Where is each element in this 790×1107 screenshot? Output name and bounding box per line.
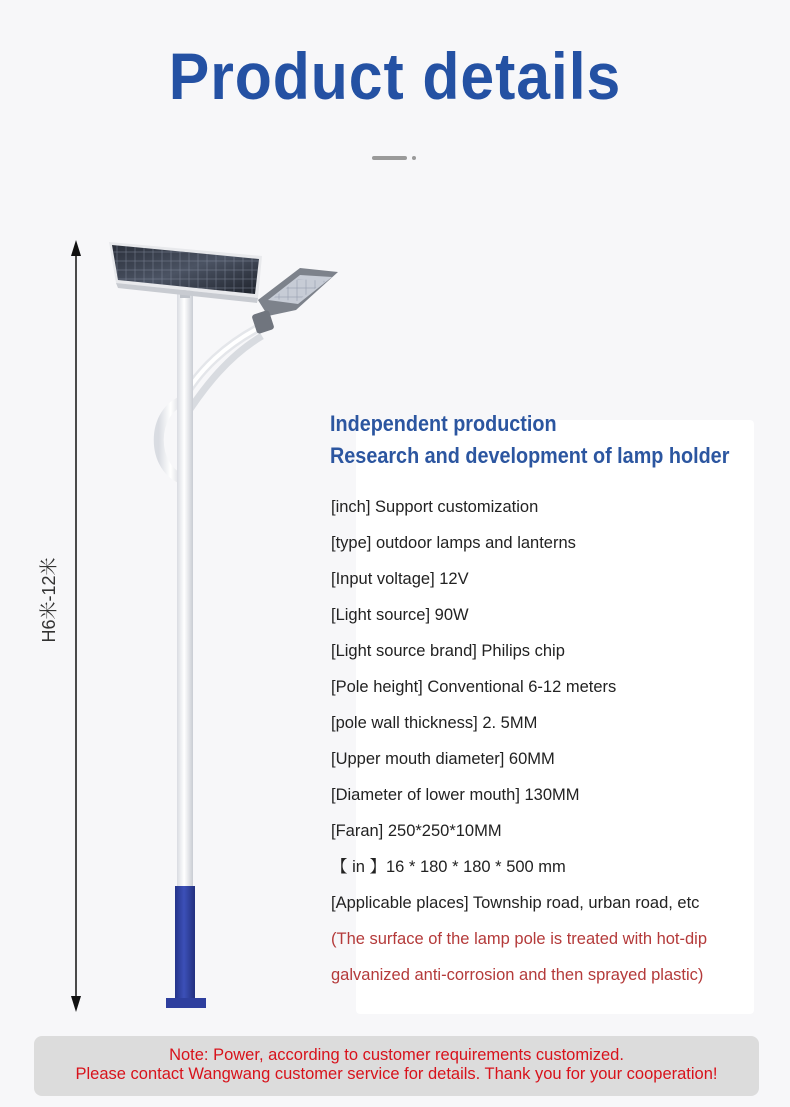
footer-note-line-2: Please contact Wangwang customer service for details. Thank you for your cooperation! xyxy=(75,1065,718,1083)
spec-item: 【 in 】16 * 180 * 180 * 500 mm xyxy=(331,858,566,876)
solar-panel xyxy=(109,242,262,303)
height-dimension-arrow xyxy=(71,240,81,1012)
spec-item: [Faran] 250*250*10MM xyxy=(331,822,502,840)
spec-item: [Light source] 90W xyxy=(331,606,469,624)
surface-treatment-note xyxy=(331,921,707,993)
spec-item: [Upper mouth diameter] 60MM xyxy=(331,750,555,768)
spec-item: [Applicable places] Township road, urban road, etc xyxy=(331,894,700,912)
surface-note-line-1: (The surface of the lamp pole is treated with hot-dip xyxy=(331,930,708,948)
surface-note-line-2: galvanized anti-corrosion and then sprayed plastic) xyxy=(331,966,704,984)
spec-item: [Input voltage] 12V xyxy=(331,570,469,588)
footer-note-box xyxy=(34,1036,759,1096)
spec-item: [inch] Support customization xyxy=(331,498,539,516)
pole-height-label: H6米-12米 xyxy=(39,557,59,643)
spec-list xyxy=(331,489,699,921)
spec-item: [Pole height] Conventional 6-12 meters xyxy=(331,678,617,696)
headline-line-1: Independent production xyxy=(330,411,557,436)
spec-item: [Light source brand] Philips chip xyxy=(331,642,565,660)
footer-note-line-1: Note: Power, according to customer requirements customized. xyxy=(169,1046,624,1064)
spec-item: [type] outdoor lamps and lanterns xyxy=(331,534,576,552)
spec-item: [Diameter of lower mouth] 130MM xyxy=(331,786,580,804)
led-lamp-head xyxy=(251,268,338,334)
page-title: Product details xyxy=(168,39,622,113)
spec-item: [pole wall thickness] 2. 5MM xyxy=(331,714,538,732)
headline-line-2: Research and development of lamp holder xyxy=(330,443,730,468)
